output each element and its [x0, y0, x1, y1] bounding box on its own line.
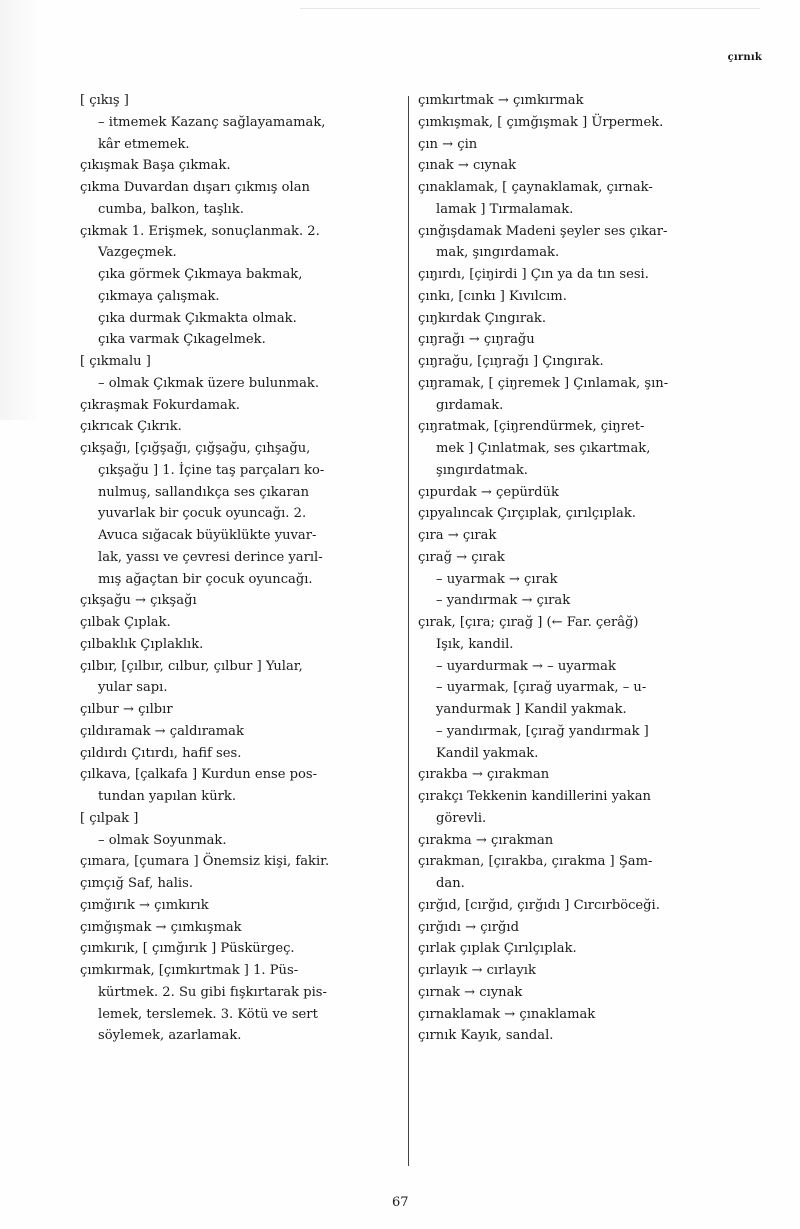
dictionary-entry-line: çıkraşmak Fokurdamak.: [80, 397, 240, 413]
dictionary-entry-line: çınak → cıynak: [418, 158, 517, 174]
dictionary-entry-line: çırakma → çırakman: [418, 832, 554, 848]
running-head: çırnık: [727, 52, 762, 63]
dictionary-entry-line: çırakçı Tekkenin kandillerini yakan: [418, 789, 651, 804]
dictionary-entry-line: çırnak → cıynak: [418, 984, 523, 1000]
dictionary-continuation-line: kürtmek. 2. Su gibi fışkırtarak pis-: [98, 984, 327, 1000]
dictionary-entry-line: çımkırık, [ çımğırık ] Püskürgeç.: [80, 941, 295, 957]
dictionary-entry-line: [ çılpak ]: [80, 810, 139, 826]
left-column: [80, 90, 398, 1047]
scan-edge-shadow: [0, 0, 40, 420]
dictionary-entry-line: çın → çin: [418, 136, 478, 152]
dictionary-entry-line: çıpyalıncak Çırçıplak, çırılçıplak.: [418, 506, 636, 522]
dictionary-entry-line: çırnaklamak → çınaklamak: [418, 1006, 596, 1022]
dictionary-entry-line: çırlayık → cırlayık: [418, 963, 536, 978]
dictionary-continuation-line: tundan yapılan kürk.: [98, 789, 236, 804]
dictionary-entry-line: çıŋrağı → çıŋrağu: [418, 332, 535, 348]
dictionary-continuation-line: görevli.: [436, 810, 487, 826]
dictionary-continuation-line: Işık, kandil.: [436, 636, 514, 652]
dictionary-entry-line: çıldırdı Çıtırdı, hafif ses.: [80, 745, 242, 761]
dictionary-continuation-line: lamak ] Tırmalamak.: [436, 201, 574, 217]
dictionary-entry-line: çıŋramak, [ çiŋremek ] Çınlamak, şın-: [418, 375, 669, 391]
dictionary-continuation-line: kâr etmemek.: [98, 136, 190, 152]
dictionary-entry-line: çınğışdamak Madeni şeyler ses çıkar-: [418, 223, 668, 239]
dictionary-continuation-line: yuvarlak bir çocuk oyuncağı. 2.: [98, 506, 307, 522]
dictionary-entry-line: çırakman, [çırakba, çırakma ] Şam-: [418, 854, 653, 870]
dictionary-continuation-line: çıka varmak Çıkagelmek.: [98, 332, 266, 348]
dictionary-entry-line: çımkışmak, [ çımğışmak ] Ürpermek.: [418, 114, 664, 130]
dictionary-entry-line: çıŋırdı, [çiŋirdi ] Çın ya da tın sesi.: [418, 267, 649, 282]
dictionary-entry-line: çımçığ Saf, halis.: [80, 876, 193, 891]
dictionary-entry-line: çırğıdı → çırğıd: [418, 919, 519, 935]
dictionary-entry-line: çılbır, [çılbır, cılbur, çılbur ] Yular,: [80, 658, 303, 674]
dictionary-continuation-line: – uyarmak, [çırağ uyarmak, – u-: [436, 680, 647, 696]
dictionary-entry-line: çıpurdak → çepürdük: [418, 484, 559, 500]
dictionary-entry-line: çıkrıcak Çıkrık.: [80, 419, 182, 435]
dictionary-continuation-line: çıkşağu ] 1. İçine taş parçaları ko-: [98, 462, 325, 478]
dictionary-entry-line: çıra → çırak: [418, 528, 497, 543]
dictionary-continuation-line: çıkmaya çalışmak.: [98, 288, 220, 304]
dictionary-entry-line: çımara, [çumara ] Önemsiz kişi, fakir.: [80, 854, 330, 870]
right-column: [418, 90, 770, 1047]
dictionary-continuation-line: cumba, balkon, taşlık.: [98, 201, 244, 217]
dictionary-entry-line: çımğışmak → çımkışmak: [80, 919, 242, 935]
dictionary-entry-line: çıŋkırdak Çıngırak.: [418, 310, 546, 326]
dictionary-entry-line: çılbur → çılbır: [80, 702, 173, 717]
dictionary-continuation-line: söylemek, azarlamak.: [98, 1028, 242, 1044]
dictionary-continuation-line: Vazgeçmek.: [98, 245, 177, 261]
dictionary-entry-line: çılbak Çıplak.: [80, 615, 171, 630]
dictionary-continuation-line: lak, yassı ve çevresi derince yarıl-: [98, 549, 323, 565]
dictionary-entry-line: çımkırtmak → çımkırmak: [418, 93, 584, 108]
dictionary-entry-line: çınaklamak, [ çaynaklamak, çırnak-: [418, 180, 653, 195]
dictionary-entry-line: çırnık Kayık, sandal.: [418, 1028, 554, 1044]
dictionary-entry-line: çılkava, [çalkafa ] Kurdun ense pos-: [80, 767, 318, 783]
dictionary-continuation-line: – yandırmak, [çırağ yandırmak ]: [436, 723, 649, 739]
dictionary-entry-line: çıŋratmak, [çiŋrendürmek, çiŋret-: [418, 419, 645, 435]
dictionary-continuation-line: lemek, terslemek. 3. Kötü ve sert: [98, 1006, 318, 1022]
page-number: 67: [392, 1195, 409, 1210]
dictionary-entry-line: [ çıkmalu ]: [80, 354, 151, 369]
dictionary-entry-line: çırlak çıplak Çırılçıplak.: [418, 941, 577, 957]
dictionary-continuation-line: çıka durmak Çıkmakta olmak.: [98, 310, 297, 326]
dictionary-continuation-line: Kandil yakmak.: [436, 745, 539, 761]
dictionary-continuation-line: mak, şıngırdamak.: [436, 245, 560, 261]
dictionary-continuation-line: çıka görmek Çıkmaya bakmak,: [98, 267, 303, 282]
scan-top-artifact: [300, 8, 760, 9]
dictionary-entry-line: çılbaklık Çıplaklık.: [80, 636, 204, 652]
dictionary-entry-line: çırakba → çırakman: [418, 767, 550, 783]
dictionary-entry-line: çıkışmak Başa çıkmak.: [80, 158, 231, 174]
dictionary-entry-line: çırağ → çırak: [418, 549, 505, 565]
dictionary-continuation-line: – olmak Soyunmak.: [98, 832, 227, 848]
dictionary-entry-line: çınkı, [cınkı ] Kıvılcım.: [418, 288, 567, 304]
dictionary-continuation-line: yular sapı.: [98, 680, 168, 696]
dictionary-continuation-line: dan.: [436, 876, 465, 891]
dictionary-entry-line: çıkşağu → çıkşağı: [80, 593, 197, 609]
dictionary-entry-line: çırğıd, [cırğıd, çırğıdı ] Cırcırböceği.: [418, 897, 660, 913]
dictionary-continuation-line: – uyardurmak → – uyarmak: [436, 658, 616, 674]
dictionary-continuation-line: gırdamak.: [436, 397, 504, 413]
dictionary-entry-line: çıkmak 1. Erişmek, sonuçlanmak. 2.: [80, 223, 320, 239]
dictionary-entry-line: çımkırmak, [çımkırtmak ] 1. Püs-: [80, 963, 299, 978]
dictionary-continuation-line: mış ağaçtan bir çocuk oyuncağı.: [98, 571, 313, 587]
dictionary-entry-line: çıkşağı, [çığşağı, çığşağu, çıhşağu,: [80, 441, 311, 456]
dictionary-continuation-line: – yandırmak → çırak: [436, 593, 571, 609]
dictionary-continuation-line: yandurmak ] Kandil yakmak.: [436, 702, 627, 717]
dictionary-entry-line: [ çıkış ]: [80, 93, 129, 108]
dictionary-entry-line: çıkma Duvardan dışarı çıkmış olan: [80, 180, 310, 195]
column-divider: [408, 96, 409, 1166]
dictionary-entry-line: çırak, [çıra; çırağ ] (← Far. çerâğ): [418, 615, 639, 630]
dictionary-entry-line: çımğırık → çımkırık: [80, 897, 209, 913]
dictionary-continuation-line: Avuca sığacak büyüklükte yuvar-: [98, 528, 317, 543]
dictionary-continuation-line: – uyarmak → çırak: [436, 571, 558, 587]
dictionary-continuation-line: mek ] Çınlatmak, ses çıkartmak,: [436, 441, 651, 456]
dictionary-entry-line: çıldıramak → çaldıramak: [80, 723, 244, 739]
dictionary-continuation-line: – olmak Çıkmak üzere bulunmak.: [98, 375, 319, 391]
dictionary-continuation-line: şıngırdatmak.: [436, 462, 528, 478]
dictionary-continuation-line: nulmuş, sallandıkça ses çıkaran: [98, 484, 310, 500]
dictionary-continuation-line: – itmemek Kazanç sağlayamamak,: [98, 114, 326, 130]
dictionary-entry-line: çıŋrağu, [çıŋrağı ] Çıngırak.: [418, 354, 604, 369]
